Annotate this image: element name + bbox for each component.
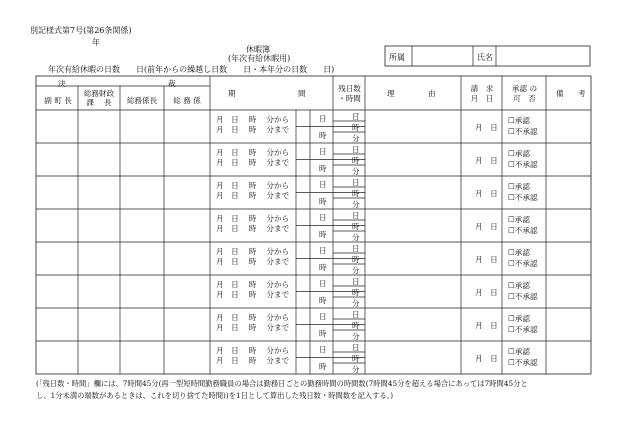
approve-checkbox[interactable]: ☐承認 xyxy=(508,215,530,224)
approve-checkbox[interactable]: ☐承認 xyxy=(508,347,530,356)
period-day-unit: 日 xyxy=(319,312,327,321)
period-to: 月 日 時 分まで xyxy=(216,224,290,233)
period-from: 月 日 時 分から xyxy=(216,346,290,355)
period-from: 月 日 時 分から xyxy=(216,115,290,124)
approve-checkbox[interactable]: ☐承認 xyxy=(508,248,530,257)
period-to: 月 日 時 分まで xyxy=(216,125,290,134)
period-day-unit: 日 xyxy=(319,147,327,156)
period-to: 月 日 時 分まで xyxy=(216,191,290,200)
remaining-minute-unit: 分 xyxy=(352,200,360,209)
period-hour-unit: 時 xyxy=(319,296,327,305)
col-reason-2: 由 xyxy=(428,89,436,98)
period-hour-unit: 時 xyxy=(319,230,327,239)
request-date: 月 日 xyxy=(475,354,498,363)
col-vice-mayor: 副 町 長 xyxy=(44,96,72,105)
col-remarks-2: 考 xyxy=(578,89,586,98)
remaining-hour-unit: 時 xyxy=(352,255,360,264)
period-hour-unit: 時 xyxy=(319,362,327,371)
period-hour-unit: 時 xyxy=(319,263,327,272)
period-day-unit: 日 xyxy=(319,114,327,123)
period-from: 月 日 時 分から xyxy=(216,313,290,322)
name-label: 氏名 xyxy=(477,53,493,62)
form-title: 休暇簿 xyxy=(246,45,270,54)
remaining-hour-unit: 時 xyxy=(352,288,360,297)
col-request-date: 請 求 月 日 xyxy=(470,84,494,103)
remaining-minute-unit: 分 xyxy=(352,134,360,143)
col-finance-manager: 総務財政 課 長 xyxy=(83,89,115,107)
period-from: 月 日 時 分から xyxy=(216,148,290,157)
remaining-hour-unit: 時 xyxy=(352,321,360,330)
remaining-day-unit: 日 xyxy=(352,343,360,352)
period-to: 月 日 時 分まで xyxy=(216,257,290,266)
request-date: 月 日 xyxy=(475,288,498,297)
remaining-day-unit: 日 xyxy=(352,277,360,286)
affiliation-label: 所属 xyxy=(389,53,405,62)
request-date: 月 日 xyxy=(475,321,498,330)
period-from: 月 日 時 分から xyxy=(216,280,290,289)
reject-checkbox[interactable]: ☐不承認 xyxy=(508,325,538,334)
col-remarks-1: 備 xyxy=(556,89,564,98)
remaining-hour-unit: 時 xyxy=(352,354,360,363)
remaining-day-unit: 日 xyxy=(352,178,360,187)
reject-checkbox[interactable]: ☐不承認 xyxy=(508,292,538,301)
period-to: 月 日 時 分まで xyxy=(216,290,290,299)
kessai-header-1: 決 xyxy=(58,79,66,88)
request-date: 月 日 xyxy=(475,189,498,198)
request-date: 月 日 xyxy=(475,123,498,132)
period-to: 月 日 時 分まで xyxy=(216,356,290,365)
remaining-hour-unit: 時 xyxy=(352,222,360,231)
period-hour-unit: 時 xyxy=(319,329,327,338)
form-subtitle: (年次有給休暇用) xyxy=(228,54,291,63)
period-hour-unit: 時 xyxy=(319,197,327,206)
col-reason-1: 理 xyxy=(387,89,395,98)
reject-checkbox[interactable]: ☐不承認 xyxy=(508,160,538,169)
remaining-hour-unit: 時 xyxy=(352,156,360,165)
period-from: 月 日 時 分から xyxy=(216,214,290,223)
remaining-day-unit: 日 xyxy=(352,211,360,220)
remaining-minute-unit: 分 xyxy=(352,299,360,308)
leave-days-line: 年次有給休暇の日数 日(前年からの繰越し日数 日・本年分の日数 日) xyxy=(48,65,335,74)
remaining-minute-unit: 分 xyxy=(352,332,360,341)
reject-checkbox[interactable]: ☐不承認 xyxy=(508,193,538,202)
year-label: 年 xyxy=(92,38,100,47)
period-from: 月 日 時 分から xyxy=(216,181,290,190)
reject-checkbox[interactable]: ☐不承認 xyxy=(508,358,538,367)
remaining-day-unit: 日 xyxy=(352,310,360,319)
col-period-1: 期 xyxy=(228,89,236,98)
remaining-minute-unit: 分 xyxy=(352,266,360,275)
remaining-day-unit: 日 xyxy=(352,112,360,121)
reject-checkbox[interactable]: ☐不承認 xyxy=(508,127,538,136)
col-remaining: 残日数 ・時間 xyxy=(338,84,361,103)
col-period-2: 間 xyxy=(298,89,306,98)
period-hour-unit: 時 xyxy=(319,131,327,140)
col-approval: 承認 の 可 否 xyxy=(511,84,538,103)
request-date: 月 日 xyxy=(475,222,498,231)
approve-checkbox[interactable]: ☐承認 xyxy=(508,182,530,191)
kessai-header-2: 裁 xyxy=(168,79,176,88)
period-day-unit: 日 xyxy=(319,213,327,222)
request-date: 月 日 xyxy=(475,255,498,264)
reject-checkbox[interactable]: ☐不承認 xyxy=(508,226,538,235)
footnote-line-2: し、1分未満の端数があるときは、これを切り捨てた時間))を1日として算出した残日数・時間数を記入する。) xyxy=(36,391,394,400)
form-number: 別記様式第7号(第26条関係) xyxy=(30,26,132,35)
remaining-minute-unit: 分 xyxy=(352,167,360,176)
remaining-hour-unit: 時 xyxy=(352,123,360,132)
request-date: 月 日 xyxy=(475,156,498,165)
period-day-unit: 日 xyxy=(319,180,327,189)
footnote-line-1: (「残日数・時間」欄には、7時間45分(再一型短時間勤務職員の場合は勤務日ごとの勤務時間の時間数(7時間45分を超える場合にあっては7時間45分と xyxy=(36,379,528,388)
period-day-unit: 日 xyxy=(319,246,327,255)
period-to: 月 日 時 分まで xyxy=(216,158,290,167)
col-general-staff: 総 務 係 xyxy=(173,96,201,105)
reject-checkbox[interactable]: ☐不承認 xyxy=(508,259,538,268)
period-day-unit: 日 xyxy=(319,345,327,354)
remaining-minute-unit: 分 xyxy=(352,233,360,242)
remaining-day-unit: 日 xyxy=(352,145,360,154)
period-day-unit: 日 xyxy=(319,279,327,288)
period-hour-unit: 時 xyxy=(319,164,327,173)
period-to: 月 日 時 分まで xyxy=(216,323,290,332)
period-from: 月 日 時 分から xyxy=(216,247,290,256)
approve-checkbox[interactable]: ☐承認 xyxy=(508,149,530,158)
approve-checkbox[interactable]: ☐承認 xyxy=(508,314,530,323)
approve-checkbox[interactable]: ☐承認 xyxy=(508,281,530,290)
remaining-day-unit: 日 xyxy=(352,244,360,253)
remaining-minute-unit: 分 xyxy=(352,365,360,374)
approve-checkbox[interactable]: ☐承認 xyxy=(508,116,530,125)
col-general-chief: 総務係長 xyxy=(126,96,158,105)
remaining-hour-unit: 時 xyxy=(352,189,360,198)
